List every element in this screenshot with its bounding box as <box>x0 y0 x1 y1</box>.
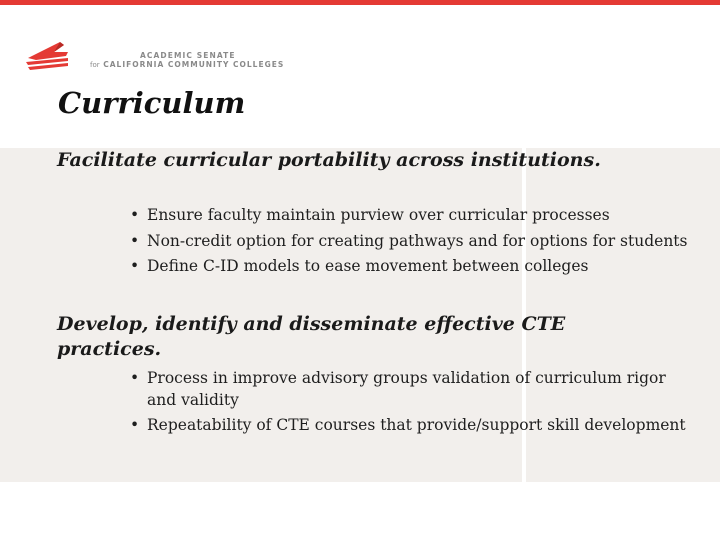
bullet-item: • Define C-ID models to ease movement between colleges <box>130 256 690 278</box>
section-heading-cte: Develop, identify and disseminate effective CTE practices. <box>57 313 566 360</box>
logo-text-line2 <box>90 60 284 69</box>
bullet-item: • Ensure faculty maintain purview over curricular processes <box>130 205 690 227</box>
logo-text-main: CALIFORNIA COMMUNITY COLLEGES <box>103 60 285 69</box>
academic-senate-logo-icon <box>24 38 72 72</box>
bullet-item: • Repeatability of CTE courses that provide/support skill development <box>130 415 690 437</box>
academic-senate-logo <box>24 38 294 74</box>
section-heading-portability: Facilitate curricular portability across institutions. <box>57 149 601 171</box>
bullet-list-portability <box>130 205 690 282</box>
logo-text-prefix: for <box>90 61 100 69</box>
top-accent-bar <box>0 0 720 5</box>
bullet-list-cte <box>130 368 690 441</box>
bullet-item: • Non-credit option for creating pathways and for options for students <box>130 231 690 253</box>
slide-title: Curriculum <box>58 86 246 120</box>
bullet-item: • Process in improve advisory groups validation of curriculum rigor and validity <box>130 368 690 411</box>
logo-text-line1: ACADEMIC SENATE <box>140 51 236 60</box>
